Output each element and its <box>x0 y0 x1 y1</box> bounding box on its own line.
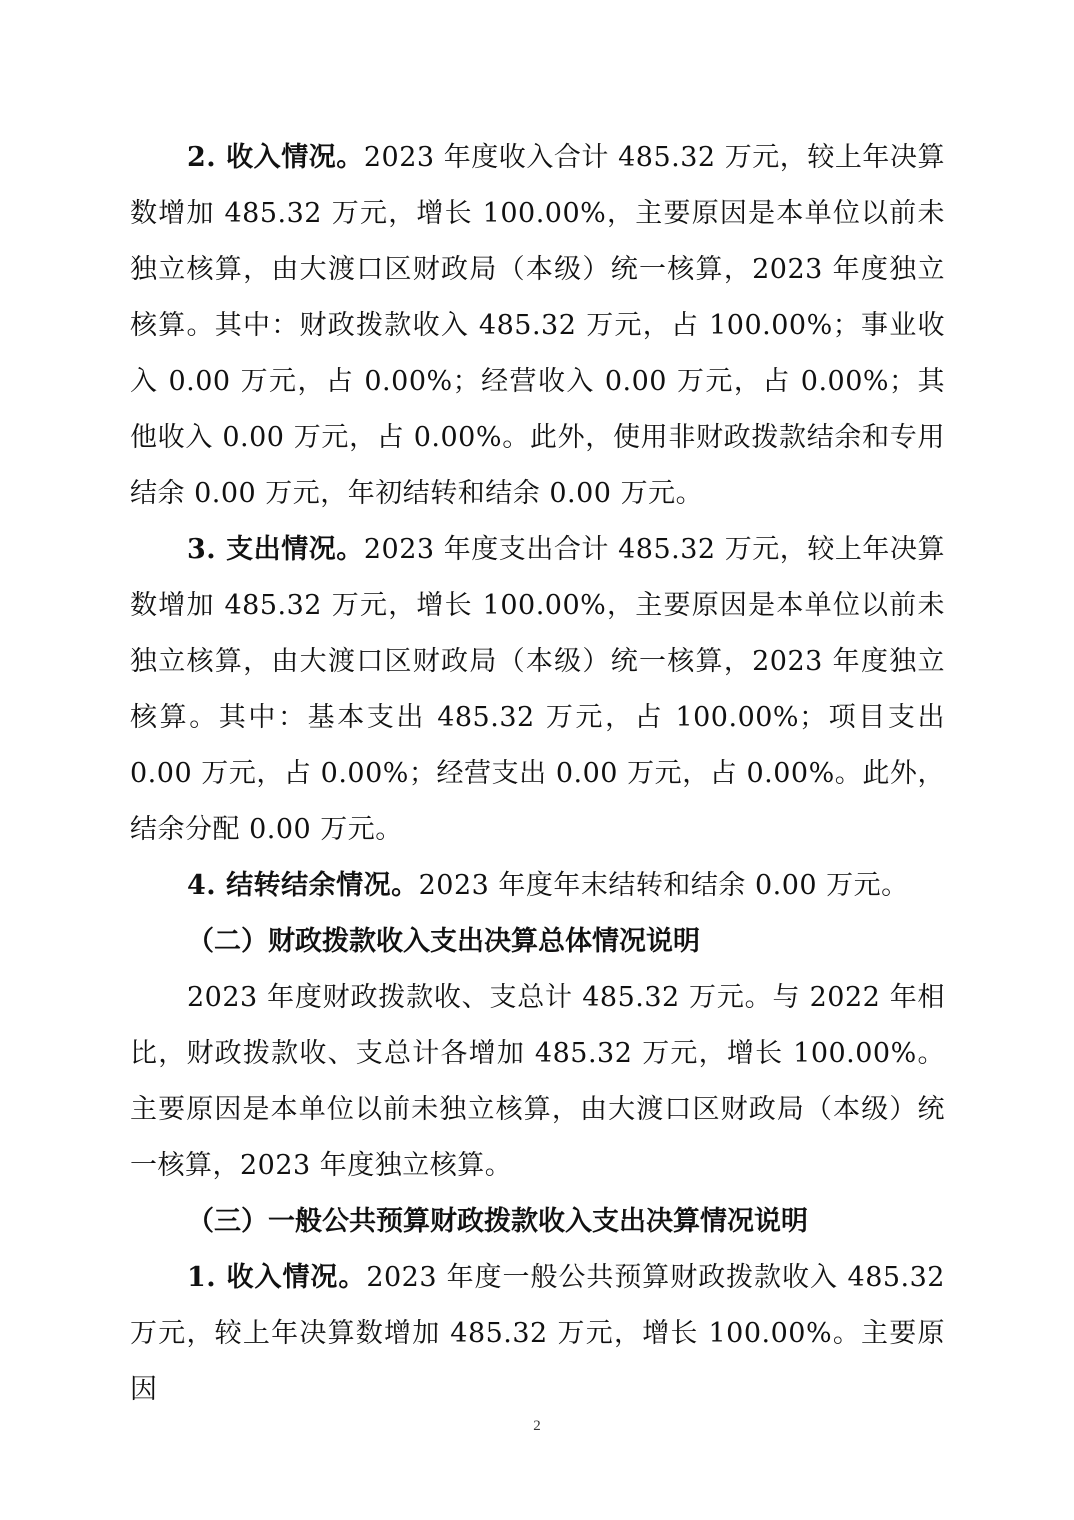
paragraph-income <box>130 130 945 522</box>
paragraph-text: 2023 年度年末结转和结余 0.00 万元。 <box>418 870 909 901</box>
paragraph-general-budget-income <box>130 1250 945 1418</box>
paragraph-text: 2023 年度一般公共预算财政拨款收入 485.32 万元，较上年决算数增加 485.32 万元，增长 100.00%。主要原因 <box>130 1262 945 1405</box>
paragraph-lead: 1. 收入情况。 <box>187 1262 367 1293</box>
section-heading-2: （二）财政拨款收入支出决算总体情况说明 <box>187 926 700 957</box>
section-heading-3: （三）一般公共预算财政拨款收入支出决算情况说明 <box>187 1206 808 1237</box>
paragraph-lead: 4. 结转结余情况。 <box>187 870 419 901</box>
paragraph-carryover <box>130 858 945 914</box>
paragraph-text: 2023 年度收入合计 485.32 万元，较上年决算数增加 485.32 万元，增长 100.00%，主要原因是本单位以前未独立核算，由大渡口区财政局（本级）统一核算，2023 年度独立核算。其中：财政拨款收入 485.32 万元，占 100.00%；事业收入 0.00 万元，占 0.00%；经营收入 0.00 万元，占 0.00%；其他收入 0.00 万元，占 0.00%。此外，使用非财政拨款结余和专用结余 0.00 万元，年初结转和结余 0.00 万元。 <box>130 142 945 509</box>
paragraph-text: 2023 年度支出合计 485.32 万元，较上年决算数增加 485.32 万元，增长 100.00%，主要原因是本单位以前未独立核算，由大渡口区财政局（本级）统一核算，2023 年度独立核算。其中：基本支出 485.32 万元，占 100.00%；项目支出 0.00 万元，占 0.00%；经营支出 0.00 万元，占 0.00%。此外，结余分配 0.00 万元。 <box>130 534 945 845</box>
paragraph-expenditure <box>130 522 945 858</box>
page-number: 2 <box>533 1418 541 1434</box>
page-content <box>130 130 945 1418</box>
paragraph-lead: 3. 支出情况。 <box>187 534 364 565</box>
paragraph-lead: 2. 收入情况。 <box>187 142 364 173</box>
paragraph-fiscal-overall: 2023 年度财政拨款收、支总计 485.32 万元。与 2022 年相比，财政拨款收、支总计各增加 485.32 万元，增长 100.00%。主要原因是本单位以前未独立核算，由大渡口区财政局（本级）统一核算，2023 年度独立核算。 <box>130 982 945 1181</box>
